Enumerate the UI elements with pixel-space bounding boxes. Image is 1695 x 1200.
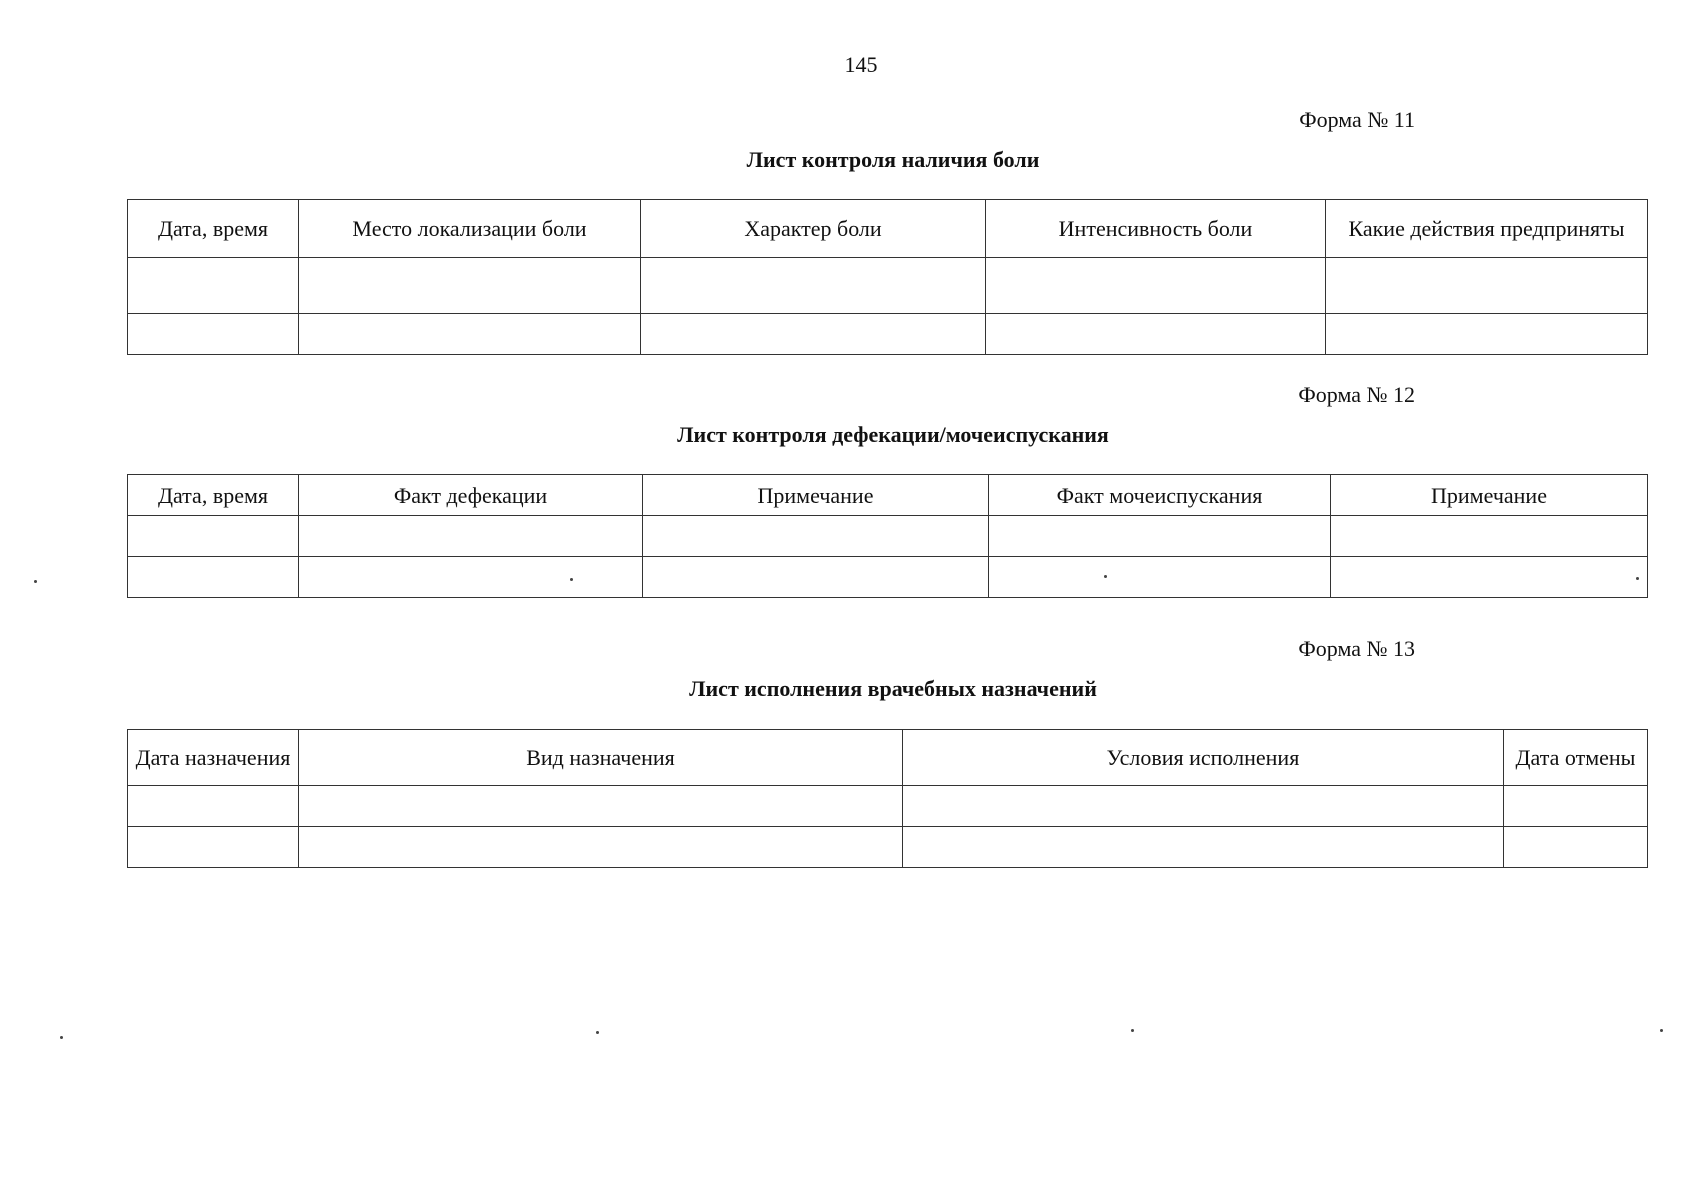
table-cell — [641, 314, 986, 355]
table-cell — [643, 557, 989, 598]
table-cell — [1504, 827, 1648, 868]
table-row — [128, 786, 1648, 827]
form-11-label: Форма № 11 — [1299, 107, 1415, 132]
scan-speck — [1636, 577, 1639, 580]
table-cell — [986, 314, 1326, 355]
column-header: Дата, время — [128, 475, 299, 516]
table-cell — [641, 258, 986, 314]
table-cell — [1326, 314, 1648, 355]
column-header: Вид назначения — [299, 730, 903, 786]
form-11-title: Лист контроля наличия боли — [746, 147, 1040, 172]
table-cell — [128, 557, 299, 598]
table-cell — [299, 516, 643, 557]
table-cell — [128, 314, 299, 355]
table-cell — [299, 786, 903, 827]
column-header: Интенсивность боли — [986, 200, 1326, 258]
table-cell — [989, 557, 1331, 598]
column-header: Место локализации боли — [299, 200, 641, 258]
table-cell — [299, 258, 641, 314]
column-header: Факт мочеиспускания — [989, 475, 1331, 516]
table-row — [128, 516, 1648, 557]
scan-speck — [570, 578, 573, 581]
form-13-label: Форма № 13 — [1298, 636, 1415, 661]
defecation-urination-table — [127, 474, 1648, 598]
table-cell — [643, 516, 989, 557]
table-row — [128, 827, 1648, 868]
scan-speck — [60, 1036, 63, 1039]
table-cell — [128, 516, 299, 557]
table-row — [128, 557, 1648, 598]
scan-speck — [1131, 1029, 1134, 1032]
form-13-title: Лист исполнения врачебных назначений — [689, 676, 1097, 701]
table-cell — [989, 516, 1331, 557]
scan-speck — [34, 580, 37, 583]
column-header: Примечание — [1331, 475, 1648, 516]
page-number: 145 — [844, 52, 878, 77]
pain-control-table — [127, 199, 1648, 355]
table-cell — [128, 827, 299, 868]
table-row — [128, 258, 1648, 314]
table-cell — [1331, 557, 1648, 598]
table-cell — [1504, 786, 1648, 827]
scan-speck — [1660, 1029, 1663, 1032]
table-cell — [128, 786, 299, 827]
table-row — [128, 314, 1648, 355]
table-cell — [128, 258, 299, 314]
form-12-title: Лист контроля дефекации/мочеиспускания — [677, 422, 1109, 447]
table-cell — [986, 258, 1326, 314]
column-header: Какие действия предприняты — [1326, 200, 1648, 258]
table-cell — [1326, 258, 1648, 314]
table-cell — [299, 557, 643, 598]
column-header: Дата отмены — [1504, 730, 1648, 786]
column-header: Условия исполнения — [903, 730, 1504, 786]
table-cell — [1331, 516, 1648, 557]
medical-orders-table — [127, 729, 1648, 868]
scan-speck — [1104, 575, 1107, 578]
column-header: Примечание — [643, 475, 989, 516]
table-cell — [299, 827, 903, 868]
form-12-label: Форма № 12 — [1298, 382, 1415, 407]
column-header: Характер боли — [641, 200, 986, 258]
table-cell — [903, 827, 1504, 868]
column-header: Дата назначения — [128, 730, 299, 786]
column-header: Факт дефекации — [299, 475, 643, 516]
table-cell — [299, 314, 641, 355]
table-cell — [903, 786, 1504, 827]
column-header: Дата, время — [128, 200, 299, 258]
scan-speck — [596, 1031, 599, 1034]
